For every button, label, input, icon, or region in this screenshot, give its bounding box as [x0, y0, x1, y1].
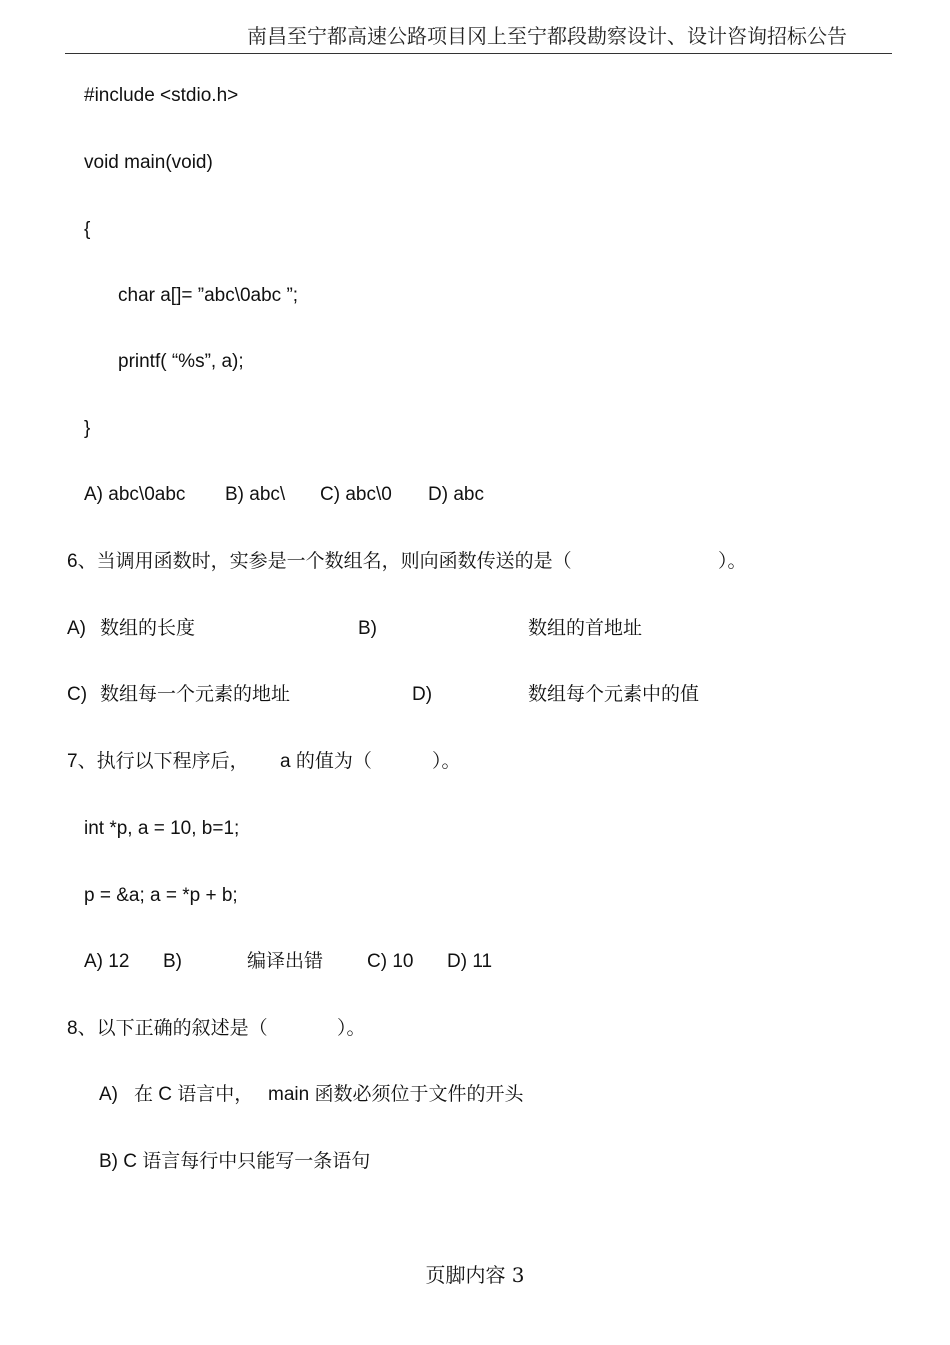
code-printf: printf( “%s”, a);	[118, 351, 244, 372]
q5-option-d: D) abc	[428, 484, 484, 505]
q7-stem-var: a 的值为（	[280, 751, 372, 772]
q6-stem: 6、当调用函数时，实参是一个数组名，则向函数传送的是（	[67, 551, 572, 572]
q7-option-a: A) 12	[84, 951, 130, 972]
q7-stem-end: ）。	[432, 751, 461, 772]
q7-option-b-text: 编译出错	[247, 951, 324, 972]
code-close-brace: }	[84, 418, 91, 439]
q6-option-c-text: 数组每一个元素的地址	[100, 684, 291, 705]
q6-option-d-text: 数组每个元素中的值	[528, 684, 700, 705]
page-footer: 页脚内容 3	[425, 1263, 525, 1287]
q6-option-c-label: C)	[67, 684, 88, 705]
code-open-brace: {	[84, 219, 91, 240]
q7-option-b-label: B)	[163, 951, 182, 972]
code-include: #include <stdio.h>	[84, 85, 239, 106]
q8-option-b: B) C 语言每行中只能写一条语句	[99, 1151, 371, 1172]
q6-option-a-text: 数组的长度	[100, 618, 196, 639]
q6-option-a-label: A)	[67, 618, 86, 639]
header-title: 南昌至宁都高速公路项目冈上至宁都段勘察设计、设计咨询招标公告	[247, 24, 847, 48]
q8-option-a-text: 在 C 语言中，	[134, 1084, 254, 1105]
q6-option-d-label: D)	[412, 684, 433, 705]
code-main: void main(void)	[84, 152, 213, 173]
q7-option-c: C) 10	[367, 951, 414, 972]
q8-stem: 8、以下正确的叙述是（	[67, 1018, 268, 1039]
q5-option-b: B) abc\	[225, 484, 286, 505]
q7-code-line1: int *p, a = 10, b=1;	[84, 818, 240, 839]
q7-stem: 7、执行以下程序后，	[67, 751, 249, 772]
q6-option-b-text: 数组的首地址	[528, 618, 643, 639]
code-char-decl: char a[]= ”abc\0abc ”;	[118, 285, 299, 306]
q8-option-a-label: A)	[99, 1084, 118, 1105]
header-rule	[65, 53, 892, 54]
q6-stem-end: ）。	[718, 551, 747, 572]
q5-option-a: A) abc\0abc	[84, 484, 186, 505]
q8-stem-end: ）。	[337, 1018, 366, 1039]
q8-option-a-text2: main 函数必须位于文件的开头	[268, 1084, 524, 1105]
q7-option-d: D) 11	[447, 951, 493, 972]
q6-option-b-label: B)	[358, 618, 377, 639]
q7-code-line2: p = &a; a = *p + b;	[84, 885, 238, 906]
q5-option-c: C) abc\0	[320, 484, 392, 505]
